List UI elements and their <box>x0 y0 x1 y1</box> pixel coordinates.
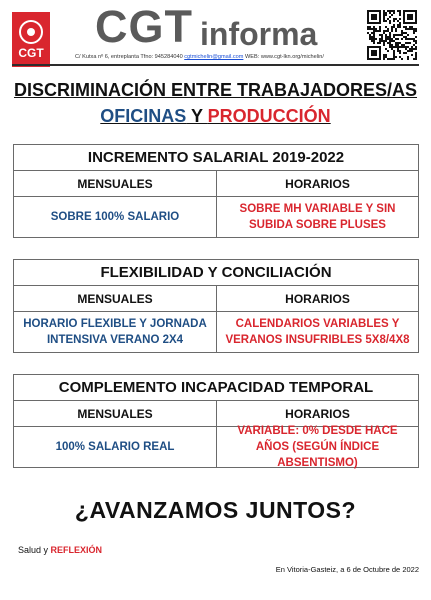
section-salary <box>13 144 419 238</box>
page-subtitle <box>0 106 431 127</box>
column-label-hourly: HORARIOS <box>216 286 418 311</box>
closing-greeting <box>18 545 102 555</box>
section-values <box>14 427 418 467</box>
hourly-value: SOBRE MH VARIABLE Y SIN SUBIDA SOBRE PLUSES <box>216 197 418 237</box>
closing-emphasis: REFLEXIÓN <box>50 545 103 555</box>
section-heading: FLEXIBILIDAD Y CONCILIACIÓN <box>14 260 418 286</box>
brand-name: CGT <box>95 1 193 52</box>
section-flexibility <box>13 259 419 353</box>
contact-line <box>75 54 324 60</box>
section-sick-leave <box>13 374 419 468</box>
page-title: DISCRIMINACIÓN ENTRE TRABAJADORES/AS <box>13 80 418 100</box>
section-heading: COMPLEMENTO INCAPACIDAD TEMPORAL <box>14 375 418 401</box>
closing-prefix: Salud y <box>18 545 51 555</box>
section-values <box>14 312 418 352</box>
subtitle-production: PRODUCCIÓN <box>207 106 331 126</box>
subtitle-and: Y <box>186 106 208 126</box>
column-label-hourly: HORARIOS <box>216 401 418 426</box>
contact-address: C/ Kutxa nº 6, entreplanta Tfno: 945284040 <box>75 54 183 60</box>
monthly-value: HORARIO FLEXIBLE Y JORNADA INTENSIVA VERANO 2X4 <box>23 318 207 346</box>
column-label-monthly: MENSUALES <box>77 176 153 191</box>
subtitle-offices: OFICINAS <box>100 106 187 126</box>
brand-subtitle: informa <box>200 16 318 52</box>
hourly-value: CALENDARIOS VARIABLES Y VERANOS INSUFRIBLES 5X8/4X8 <box>216 312 418 352</box>
section-column-labels <box>14 171 418 197</box>
header <box>0 0 431 74</box>
header-divider <box>12 64 419 66</box>
qr-code-icon <box>367 10 417 60</box>
section-column-labels <box>14 286 418 312</box>
logo-text: CGT <box>18 46 44 60</box>
monthly-value: 100% SALARIO REAL <box>55 441 175 453</box>
date-line: En Vitoria-Gasteiz, a 6 de Octubre de 2022 <box>275 565 419 574</box>
column-label-monthly: MENSUALES <box>77 406 153 421</box>
column-label-hourly: HORARIOS <box>216 171 418 196</box>
slogan: ¿AVANZAMOS JUNTOS? <box>74 497 357 523</box>
contact-web[interactable]: WEB: www.cgt-lkn.org/michelin/ <box>244 54 324 60</box>
section-values <box>14 197 418 237</box>
monthly-value: SOBRE 100% SALARIO <box>50 211 180 223</box>
contact-email-link[interactable]: cgtmichelin@gmail.com <box>184 54 244 60</box>
section-heading: INCREMENTO SALARIAL 2019-2022 <box>14 145 418 171</box>
cgt-logo-icon <box>12 12 50 67</box>
hourly-value: VARIABLE: 0% DESDE HACE AÑOS (SEGÚN ÍNDICE ABSENTISMO) <box>216 427 418 467</box>
column-label-monthly: MENSUALES <box>77 291 153 306</box>
